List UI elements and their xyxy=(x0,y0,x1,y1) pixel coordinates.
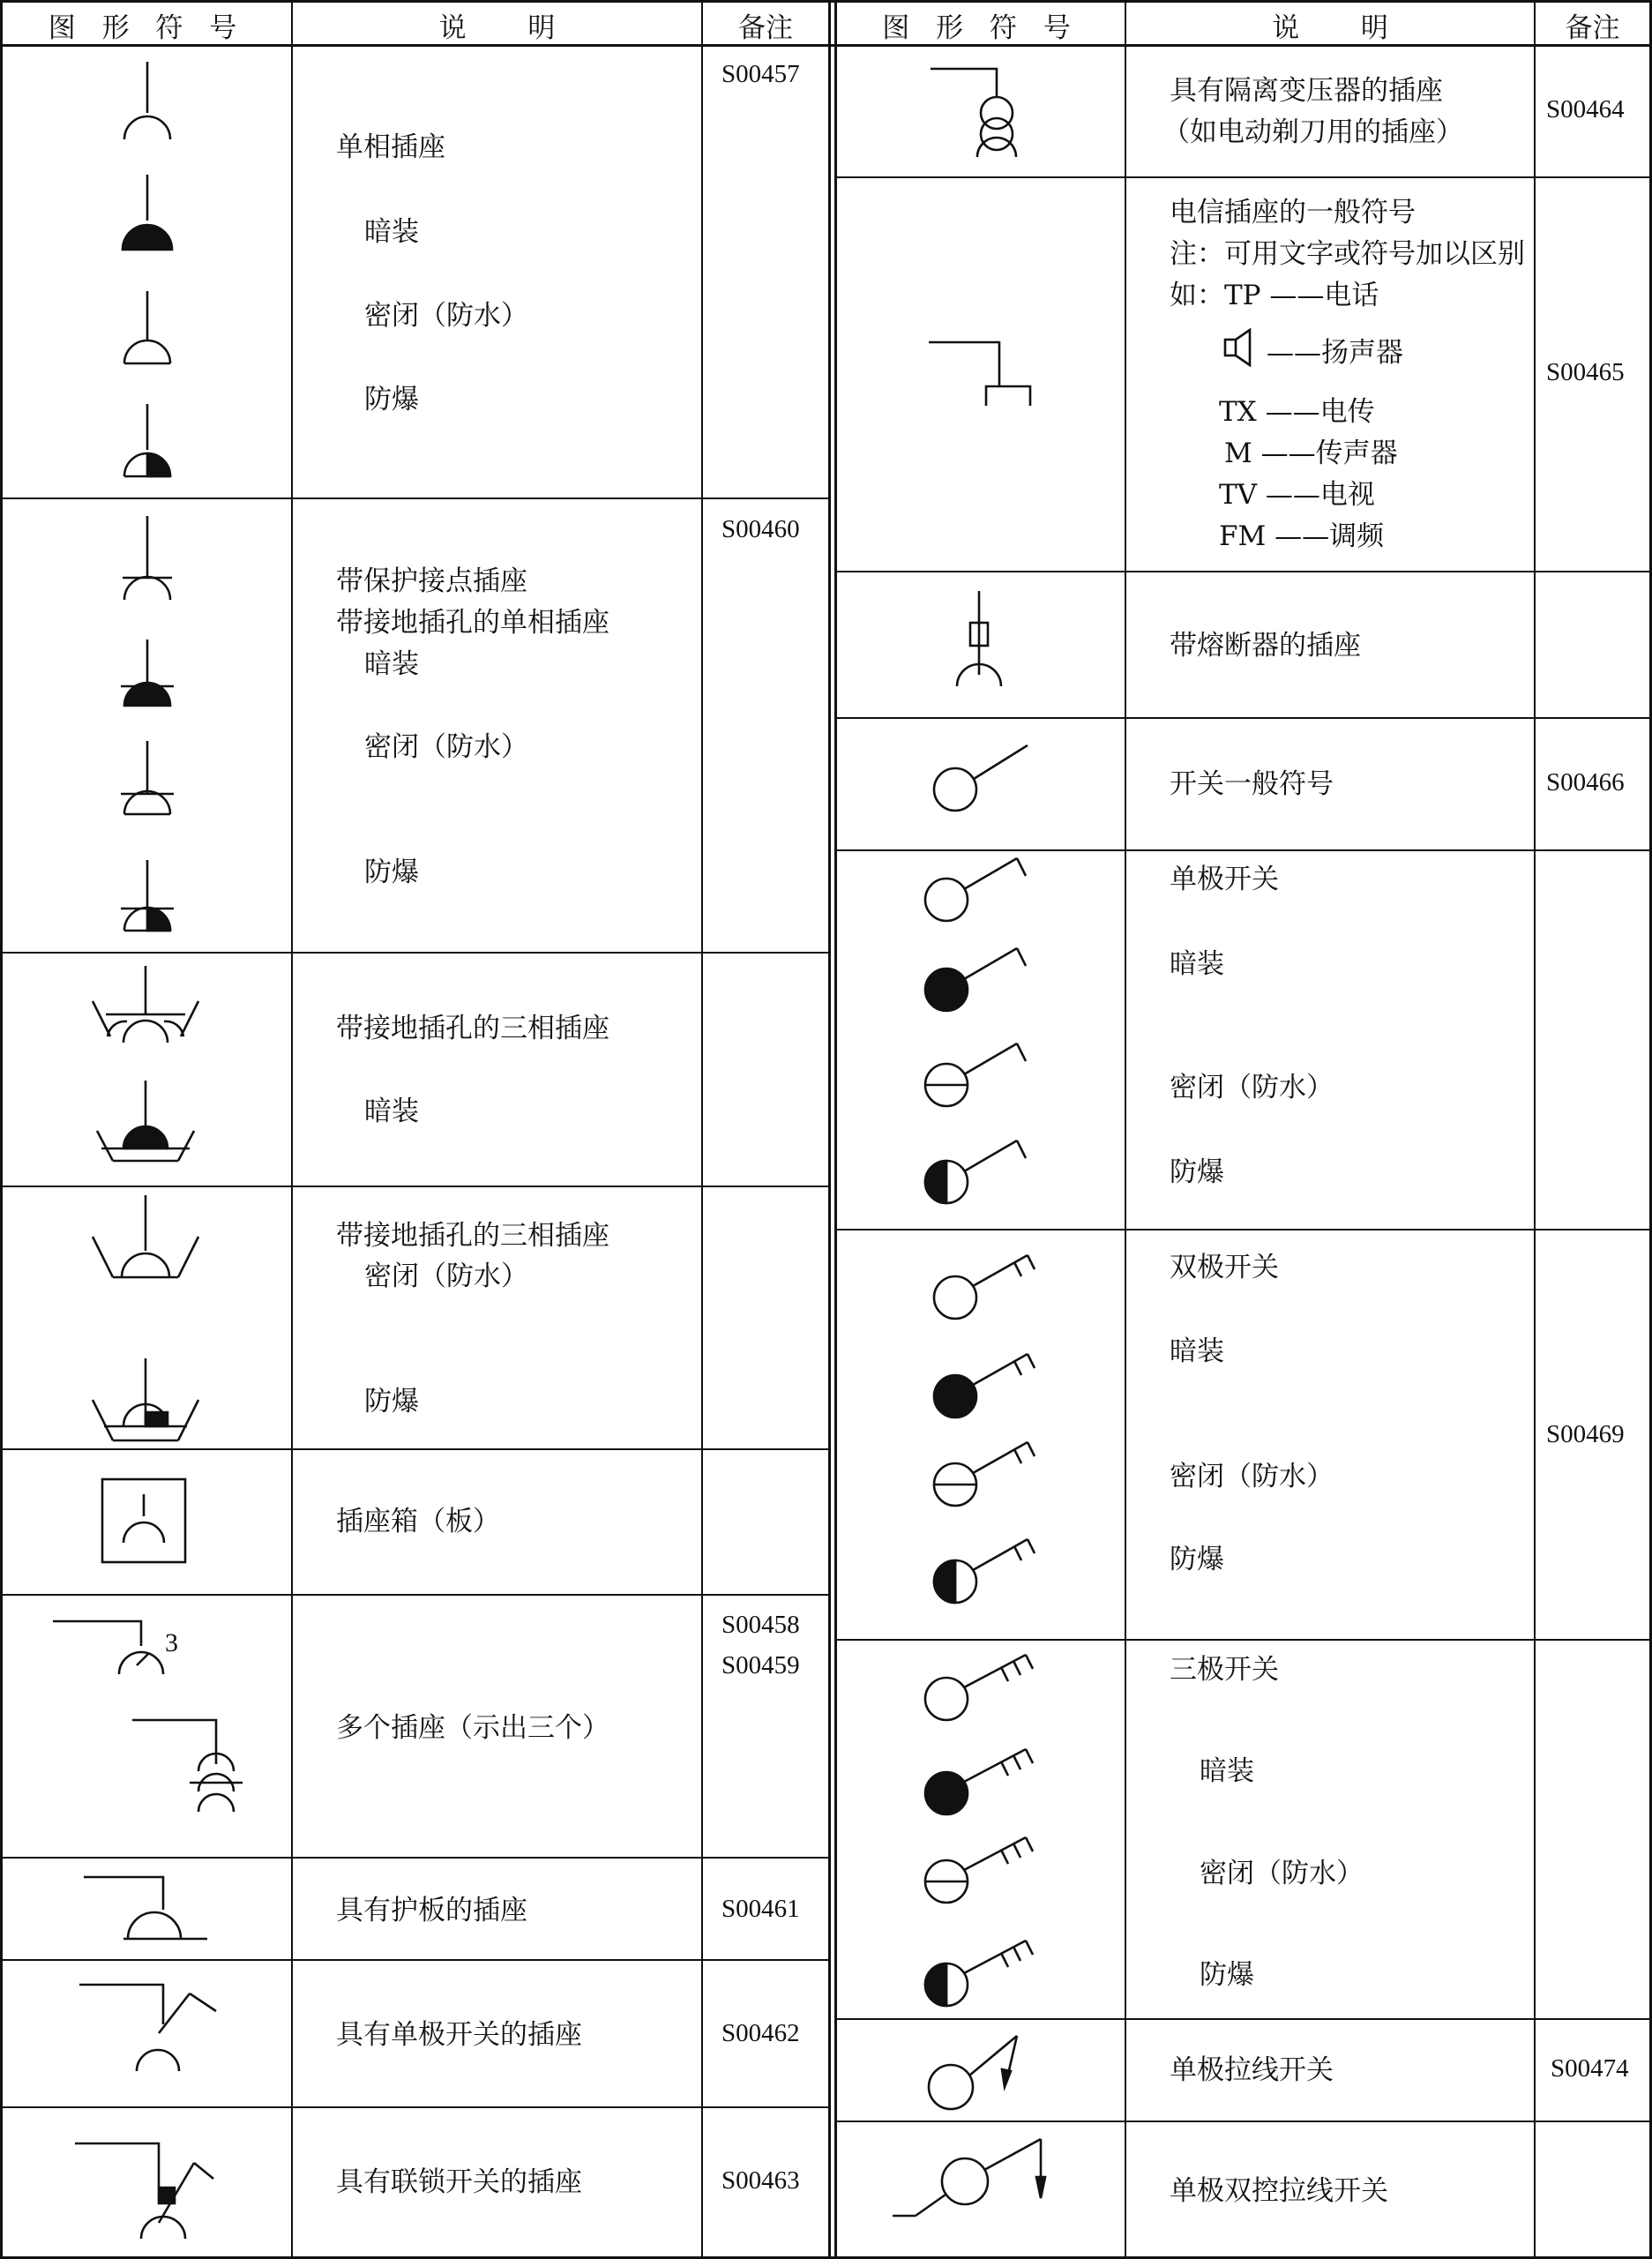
desc: 暗装 xyxy=(1200,1755,1254,1787)
note: S00461 xyxy=(721,1895,800,1923)
desc: 暗装 xyxy=(1170,1335,1224,1367)
three-phase-socket-concealed-icon xyxy=(88,1076,203,1164)
grid-line xyxy=(0,0,1652,3)
desc: 暗装 xyxy=(364,216,419,248)
double-pole-switch-explosion-icon xyxy=(926,1530,1041,1610)
header-symbol-left: 图 形 符 号 xyxy=(48,12,246,44)
desc: 具有护板的插座 xyxy=(336,1895,527,1926)
desc: TX ——电传 xyxy=(1219,396,1375,428)
note: S00465 xyxy=(1546,358,1625,386)
desc: FM ——调频 xyxy=(1219,520,1385,552)
desc: 三极开关 xyxy=(1170,1654,1279,1686)
desc: 防爆 xyxy=(364,856,419,888)
header-note-left: 备注 xyxy=(738,12,793,44)
grid-line xyxy=(834,0,837,2259)
grid-line xyxy=(0,1857,829,1859)
desc: 电信插座的一般符号 xyxy=(1170,197,1416,228)
grid-line xyxy=(835,1229,1652,1230)
socket-box-icon xyxy=(100,1477,188,1565)
single-pole-switch-explosion-icon xyxy=(920,1133,1035,1213)
double-pole-switch-icon xyxy=(926,1246,1041,1326)
desc: （如电动剃刀用的插座） xyxy=(1162,116,1463,148)
desc: 暗装 xyxy=(1170,948,1224,980)
grid-line xyxy=(828,0,831,2259)
note: S00459 xyxy=(721,1651,800,1679)
grid-line xyxy=(291,0,293,2259)
desc: 单极双控拉线开关 xyxy=(1170,2175,1388,2207)
note: S00462 xyxy=(721,2019,800,2047)
desc: 暗装 xyxy=(364,1096,419,1127)
multiple-socket-stacked-icon xyxy=(132,1711,247,1835)
desc: 防爆 xyxy=(1170,1156,1224,1188)
header-desc-left: 说 明 xyxy=(438,12,556,44)
grid-line xyxy=(1534,0,1536,2259)
socket-interlock-switch-icon xyxy=(71,2135,247,2232)
note: S00463 xyxy=(721,2166,800,2195)
socket-fuse-icon xyxy=(944,591,1014,706)
desc: 开关一般符号 xyxy=(1170,768,1334,800)
desc: 防爆 xyxy=(1200,1959,1254,1991)
desc: ——扬声器 xyxy=(1267,337,1403,369)
pull-cord-switch-icon xyxy=(920,2027,1035,2115)
desc: 单极开关 xyxy=(1170,864,1279,895)
socket-transformer-icon xyxy=(926,60,1058,175)
three-phase-socket-sealed-icon xyxy=(88,1191,203,1288)
desc: 密闭（防水） xyxy=(364,731,528,763)
header-note-right: 备注 xyxy=(1565,12,1620,44)
socket-protective-concealed-icon xyxy=(112,635,183,714)
socket-switch-icon xyxy=(75,1976,251,2073)
desc: 带接地插孔的三相插座 xyxy=(336,1013,609,1044)
desc: 双极开关 xyxy=(1170,1252,1279,1283)
grid-line xyxy=(0,1959,829,1961)
grid-line xyxy=(835,176,1652,178)
desc: 插座箱（板） xyxy=(336,1506,500,1537)
socket-protective-contact-icon xyxy=(112,512,183,600)
single-pole-switch-sealed-icon xyxy=(920,1036,1035,1116)
desc: 防爆 xyxy=(1170,1544,1224,1575)
header-desc-right: 说 明 xyxy=(1272,12,1388,44)
note: S00474 xyxy=(1551,2054,1629,2083)
triple-pole-switch-concealed-icon xyxy=(920,1742,1043,1821)
desc: 带接地插孔的三相插座 xyxy=(336,1220,609,1252)
desc: 如：TP ——电话 xyxy=(1170,280,1379,311)
double-pole-switch-concealed-icon xyxy=(926,1345,1041,1425)
desc: 带熔断器的插座 xyxy=(1170,630,1361,662)
triple-pole-switch-sealed-icon xyxy=(920,1830,1043,1910)
desc: 单相插座 xyxy=(336,131,445,163)
triple-pole-switch-explosion-icon xyxy=(920,1934,1043,2013)
speaker-icon xyxy=(1223,328,1259,368)
socket-cover-plate-icon xyxy=(79,1870,212,1941)
desc: 具有隔离变压器的插座 xyxy=(1170,75,1443,107)
note: S00469 xyxy=(1546,1420,1625,1448)
header-symbol-right: 图 形 符 号 xyxy=(882,12,1080,44)
desc: 具有单极开关的插座 xyxy=(336,2019,582,2051)
desc: 防爆 xyxy=(364,384,419,415)
note: S00466 xyxy=(1546,768,1625,797)
desc: M ——传声器 xyxy=(1224,438,1398,469)
triple-pole-switch-icon xyxy=(920,1648,1043,1727)
desc: 暗装 xyxy=(364,648,419,680)
switch-general-icon xyxy=(926,737,1058,825)
note: S00460 xyxy=(721,515,800,543)
grid-line xyxy=(835,2018,1652,2020)
desc: 防爆 xyxy=(364,1386,419,1417)
note: S00458 xyxy=(721,1611,800,1639)
grid-line xyxy=(835,717,1652,719)
socket-protective-explosion-icon xyxy=(112,856,183,944)
grid-line xyxy=(0,952,829,954)
single-pole-switch-concealed-icon xyxy=(920,941,1035,1021)
grid-line xyxy=(701,0,703,2259)
grid-line xyxy=(0,497,829,499)
note: S00464 xyxy=(1546,95,1625,123)
grid-line xyxy=(0,0,3,2259)
grid-line xyxy=(0,1186,829,1187)
three-phase-socket-explosion-icon xyxy=(88,1354,203,1451)
desc: 密闭（防水） xyxy=(364,300,528,332)
three-phase-socket-icon xyxy=(88,961,203,1050)
desc: 密闭（防水） xyxy=(1200,1858,1364,1889)
multiple-socket-icon xyxy=(53,1605,178,1676)
grid-line xyxy=(835,571,1652,572)
socket-sealed-icon xyxy=(112,282,183,370)
grid-line xyxy=(835,1639,1652,1641)
desc: 密闭（防水） xyxy=(1170,1072,1334,1103)
svg-text:3: 3 xyxy=(165,1628,178,1657)
desc: 单极拉线开关 xyxy=(1170,2054,1334,2086)
desc: 具有联锁开关的插座 xyxy=(336,2166,582,2198)
desc: 带保护接点插座 xyxy=(336,565,527,597)
desc: 带接地插孔的单相插座 xyxy=(336,607,609,639)
desc: 密闭（防水） xyxy=(364,1260,528,1292)
socket-explosion-proof-icon xyxy=(112,397,183,485)
socket-concealed-icon xyxy=(112,168,183,256)
double-pole-switch-sealed-icon xyxy=(926,1433,1041,1513)
desc: 多个插座（示出三个） xyxy=(336,1712,609,1744)
desc: TV ——电视 xyxy=(1219,479,1375,511)
grid-line xyxy=(0,2106,829,2108)
telecom-socket-icon xyxy=(926,335,1041,415)
grid-line xyxy=(835,2121,1652,2122)
note: S00457 xyxy=(721,60,800,88)
grid-line xyxy=(1125,0,1126,2259)
grid-line xyxy=(0,1594,829,1596)
socket-protective-sealed-icon xyxy=(112,737,183,825)
desc: 注：可用文字或符号加以区别 xyxy=(1170,238,1525,270)
single-pole-switch-icon xyxy=(920,851,1035,931)
double-control-pull-cord-switch-icon xyxy=(889,2135,1030,2232)
socket-icon xyxy=(112,53,183,141)
desc: 密闭（防水） xyxy=(1170,1461,1334,1492)
